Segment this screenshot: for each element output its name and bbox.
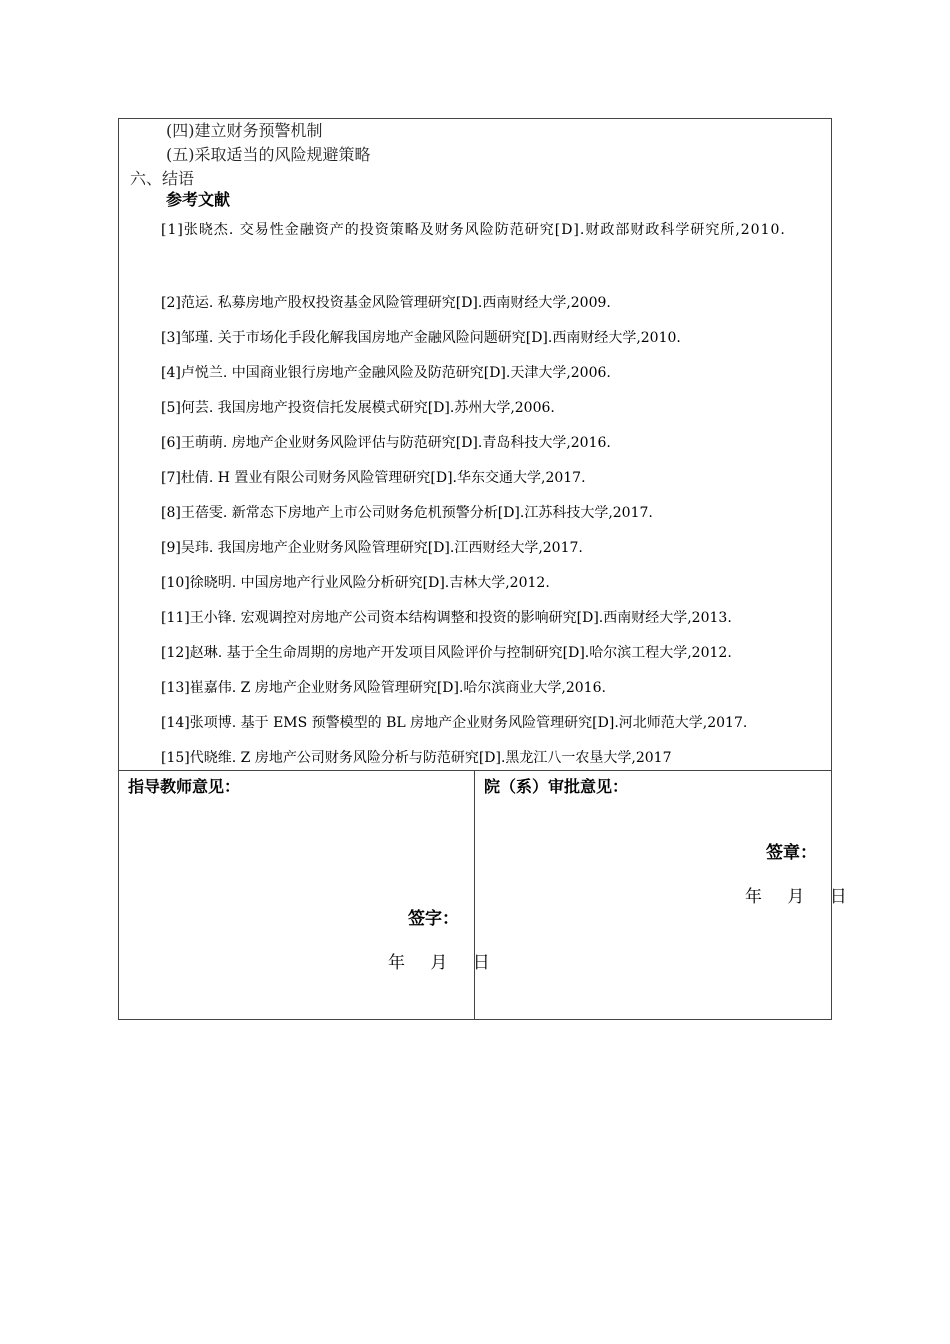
reference-item: [10]徐晓明. 中国房地产行业风险分析研究[D].吉林大学,2012.	[161, 575, 550, 591]
reference-item: [5]何芸. 我国房地产投资信托发展模式研究[D].苏州大学,2006.	[161, 400, 555, 416]
reference-item: [7]杜倩. H 置业有限公司财务风险管理研究[D].华东交通大学,2017.	[161, 470, 586, 486]
reference-item: [12]赵琳. 基于全生命周期的房地产开发项目风险评价与控制研究[D].哈尔滨工程大学,2012.	[161, 645, 732, 661]
reference-item: [9]吴玮. 我国房地产企业财务风险管理研究[D].江西财经大学,2017.	[161, 540, 583, 556]
advisor-date-label: 年 月 日	[388, 953, 500, 973]
department-opinion-title: 院（系）审批意见：	[484, 777, 629, 796]
outline-section-6: 六、结语	[130, 169, 195, 188]
reference-item: [14]张项博. 基于 EMS 预警模型的 BL 房地产企业财务风险管理研究[D].河北师范大学,2017.	[161, 715, 748, 731]
reference-item: [6]王萌萌. 房地产企业财务风险评估与防范研究[D].青岛科技大学,2016.	[161, 435, 611, 451]
department-date-label: 年 月 日	[745, 887, 857, 907]
reference-item: [13]崔嘉伟. Z 房地产企业财务风险管理研究[D].哈尔滨商业大学,2016.	[161, 680, 606, 696]
reference-item: [2]范运. 私募房地产股权投资基金风险管理研究[D].西南财经大学,2009.	[161, 295, 611, 311]
column-divider	[474, 770, 475, 1020]
outline-item-5: (五)采取适当的风险规避策略	[166, 145, 371, 164]
references-heading: 参考文献	[166, 190, 231, 209]
reference-item: [11]王小锋. 宏观调控对房地产公司资本结构调整和投资的影响研究[D].西南财经大学,2013.	[161, 610, 732, 626]
section-divider	[118, 770, 832, 771]
reference-item: [1]张晓杰. 交易性金融资产的投资策略及财务风险防范研究[D].财政部财政科学研究所,2010.	[161, 222, 786, 238]
department-seal-label: 签章：	[766, 843, 817, 863]
advisor-sign-label: 签字：	[408, 909, 459, 929]
reference-item: [8]王蓓雯. 新常态下房地产上市公司财务危机预警分析[D].江苏科技大学,2017.	[161, 505, 653, 521]
form-frame	[118, 118, 832, 1020]
advisor-opinion-title: 指导教师意见：	[128, 777, 241, 796]
reference-item: [4]卢悦兰. 中国商业银行房地产金融风险及防范研究[D].天津大学,2006.	[161, 365, 611, 381]
outline-item-4: (四)建立财务预警机制	[166, 121, 323, 140]
reference-item: [3]邹瑾. 关于市场化手段化解我国房地产金融风险问题研究[D].西南财经大学,2010.	[161, 330, 681, 346]
reference-item: [15]代晓维. Z 房地产公司财务风险分析与防范研究[D].黑龙江八一农垦大学,2017	[161, 750, 672, 766]
